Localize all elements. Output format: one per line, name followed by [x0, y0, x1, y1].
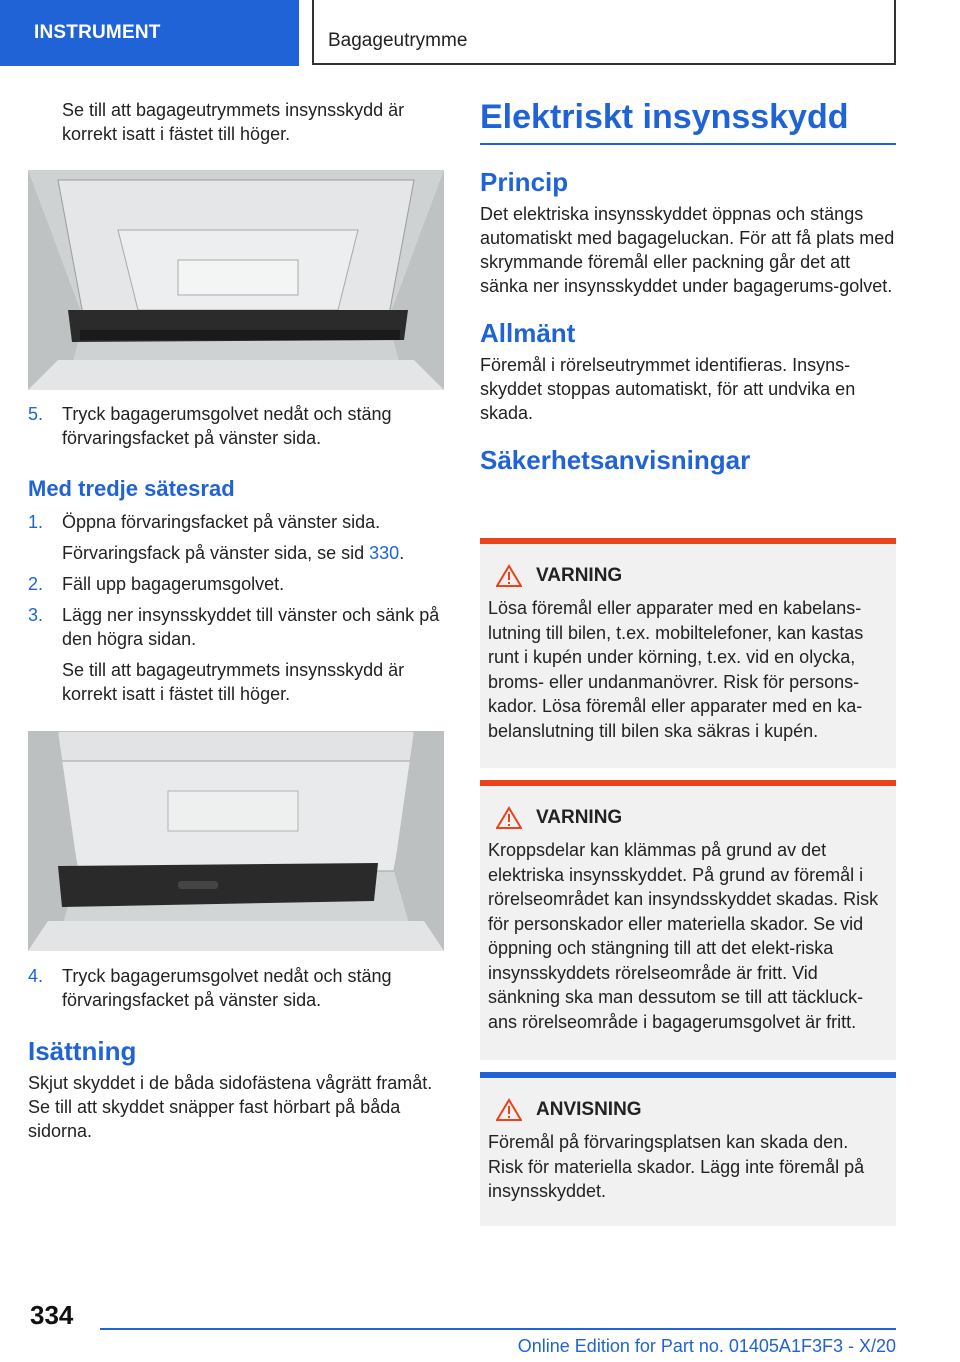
step-3-note: Se till att bagageutrymmets insynsskydd är korrekt isatt i fästet till höger. — [62, 660, 405, 704]
step-number: 4. — [28, 966, 44, 986]
warning-box-2 — [480, 780, 896, 1060]
page-reference-link[interactable]: 330 — [369, 543, 400, 563]
notice-title — [496, 1098, 886, 1122]
step-number: 2. — [28, 574, 44, 594]
warning-bar — [480, 538, 896, 544]
left-column-bottom — [28, 964, 444, 1143]
step-3 — [28, 603, 444, 651]
note-text: Förvaringsfack på vänster sida, se sid — [62, 543, 370, 563]
heading-third-row: Med tredje sätesrad — [28, 476, 235, 501]
step-text: Lägg ner insynsskyddet till vänster och sänk på den högra sidan. — [62, 605, 440, 649]
step-text: Öppna förvaringsfacket på vänster sida. — [62, 512, 381, 532]
step-text: Tryck bagagerumsgolvet nedåt och stäng förvaringsfacket på vänster sida. — [62, 966, 392, 1010]
notice-bar — [480, 1072, 896, 1078]
step-number: 1. — [28, 512, 44, 532]
left-column-top — [28, 98, 444, 146]
footer-divider — [100, 1328, 896, 1330]
step-text: Fäll upp bagagerumsgolvet. — [62, 574, 285, 594]
heading-general: Allmänt — [480, 318, 576, 348]
trunk-photo-1 — [28, 170, 444, 390]
notice-label: ANVISNING — [536, 1099, 642, 1120]
section-header — [312, 0, 896, 65]
step-number: 3. — [28, 605, 44, 625]
heading-safety: Säkerhetsanvisningar — [480, 445, 751, 475]
notice-text: Föremål på förvaringsplatsen kan skada den. Risk för materiella skador. Lägg inte föremål på insynsskyddet. — [488, 1132, 865, 1201]
insert-text: Skjut skyddet i de båda sidofästena vågrätt framåt. Se till att skyddet snäpper fast hörbart på båda sidorna. — [28, 1073, 433, 1141]
notice-triangle-icon — [496, 1098, 522, 1122]
warning-label: VARNING — [536, 565, 623, 586]
chapter-tab[interactable] — [0, 0, 299, 66]
warning-label: VARNING — [536, 807, 623, 828]
principle-text: Det elektriska insynsskyddet öppnas och stängs automatiskt med bagageluckan. För att få plats med skrymmande föremål eller packning går det att sänka ner insynsskyddet under bagagerums-golvet. — [480, 204, 895, 296]
warning-title — [496, 806, 886, 830]
intro-note: Se till att bagageutrymmets insynsskydd är korrekt isatt i fästet till höger. — [62, 100, 405, 144]
trunk-photo-2 — [28, 731, 444, 951]
step-5 — [28, 402, 444, 450]
step-4 — [28, 964, 444, 1012]
notice-box — [480, 1072, 896, 1226]
section-title: Bagageutrymme — [328, 30, 468, 51]
warning-text: Lösa föremål eller apparater med en kabelans-lutning till bilen, t.ex. mobiltelefoner, kan kastas runt i kupén under körning, t.ex. vid en olycka, broms- eller undanmanövrer. Risk för persons-kador. Lösa föremål eller apparater med en ka-belanslutning till bilen ska säkras i kupén. — [488, 598, 864, 741]
warning-box-1 — [480, 538, 896, 768]
warning-text: Kroppsdelar kan klämmas på grund av det elektriska insynsskyddet. På grund av föremål i rörelseområdet kan insyndsskyddet skadas. Risk för personskador eller materiella skador. Se vid öppning och stängning till att det elekt-riska insynsskyddets rörelseområde är fritt. Vid sänkning ska man dessutom se till att täckluck-ans rörelseområde i bagagerumsgolvet är fritt. — [488, 840, 879, 1032]
warning-triangle-icon — [496, 806, 522, 830]
page-title: Elektriskt insynsskydd — [480, 98, 896, 145]
chapter-label: INSTRUMENT — [34, 22, 161, 43]
heading-insert: Isättning — [28, 1036, 137, 1066]
heading-principle: Princip — [480, 167, 569, 197]
left-column-middle — [28, 402, 444, 706]
step-1 — [28, 510, 444, 534]
warning-title — [496, 564, 886, 588]
warning-bar — [480, 780, 896, 786]
right-column — [480, 98, 896, 476]
step-2 — [28, 572, 444, 596]
step-text: Tryck bagagerumsgolvet nedåt och stäng förvaringsfacket på vänster sida. — [62, 404, 392, 448]
footer-edition: Online Edition for Part no. 01405A1F3F3 - X/20 — [517, 1336, 896, 1356]
step-1-note — [28, 541, 444, 565]
note-end: . — [399, 543, 405, 563]
page-number: 334 — [30, 1300, 74, 1330]
general-text: Föremål i rörelseutrymmet identifieras. Insyns-skyddet stoppas automatiskt, för att undvika en skada. — [480, 355, 856, 423]
step-number: 5. — [28, 404, 44, 424]
warning-triangle-icon — [496, 564, 522, 588]
